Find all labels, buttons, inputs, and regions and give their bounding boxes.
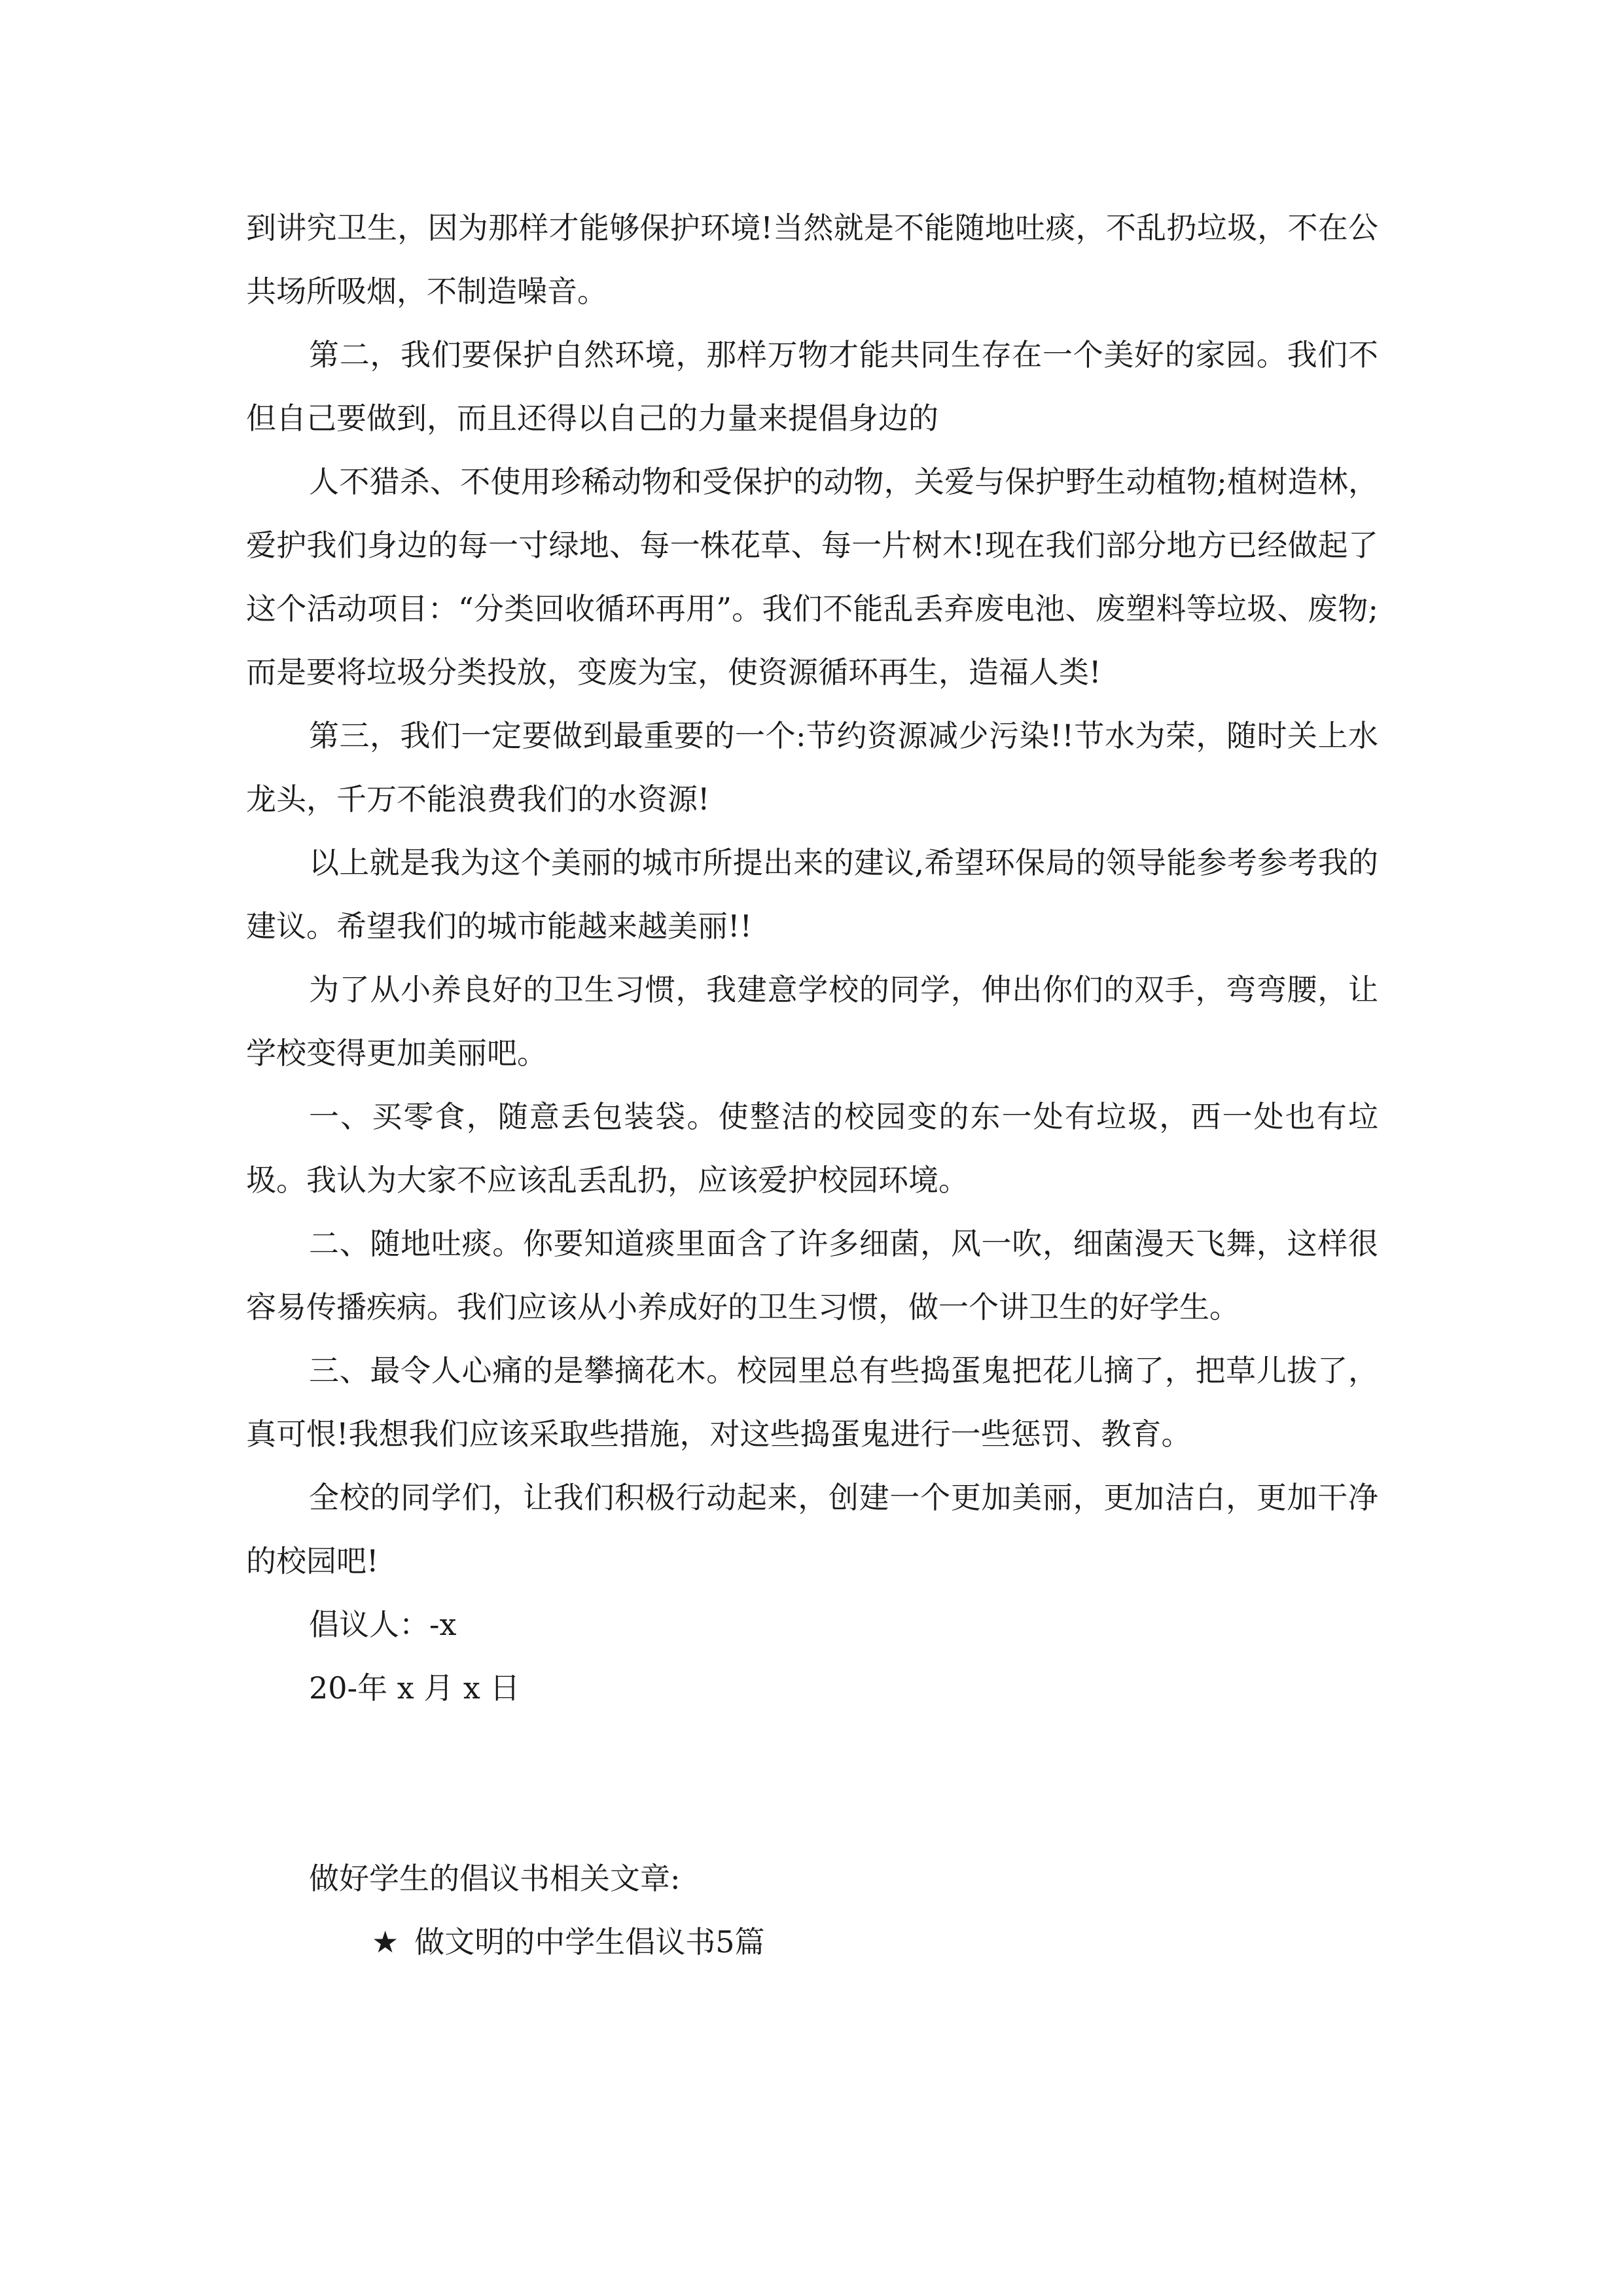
paragraph-wildlife: 人不猎杀、不使用珍稀动物和受保护的动物，关爱与保护野生动植物;植树造林，爱护我们身边的每一寸绿地、每一株花草、每一片树木!现在我们部分地方已经做起了这个活动项目：“分类回收循环再用”。我们不能乱丢弃废电池、废塑料等垃圾、废物;而是要将垃圾分类投放，变废为宝，使资源循环再生，造福人类! xyxy=(246,464,1378,690)
paragraph-third-point: 第三，我们一定要做到最重要的一个:节约资源减少污染!!节水为荣，随时关上水龙头，千万不能浪费我们的水资源! xyxy=(246,718,1378,817)
paragraph-item-one: 一、买零食，随意丢包装袋。使整洁的校园变的东一处有垃圾，西一处也有垃圾。我认为大家不应该乱丢乱扔，应该爱护校园环境。 xyxy=(246,1099,1378,1198)
related-article-title[interactable]: 做文明的中学生倡议书5篇 xyxy=(414,1924,765,1960)
paragraph-conclusion: 以上就是我为这个美丽的城市所提出来的建议,希望环保局的领导能参考参考我的建议。希望我们的城市能越来越美丽!! xyxy=(246,845,1378,944)
date-line: 20-年 x 月 x 日 xyxy=(309,1670,520,1706)
section-spacer xyxy=(246,1720,1378,1847)
paragraph-item-three: 三、最令人心痛的是攀摘花木。校园里总有些捣蛋鬼把花儿摘了，把草儿拔了，真可恨!我想我们应该采取些措施，对这些捣蛋鬼进行一些惩罚、教育。 xyxy=(246,1353,1378,1452)
star-icon: ★ xyxy=(372,1924,399,1960)
related-articles-heading: 做好学生的倡议书相关文章: xyxy=(309,1861,681,1896)
paragraph-continued: 到讲究卫生，因为那样才能够保护环境!当然就是不能随地吐痰，不乱扔垃圾，不在公共场所吸烟，不制造噪音。 xyxy=(246,210,1378,309)
paragraph-item-two: 二、随地吐痰。你要知道痰里面含了许多细菌，风一吹，细菌漫天飞舞，这样很容易传播疾病。我们应该从小养成好的卫生习惯，做一个讲卫生的好学生。 xyxy=(246,1226,1378,1325)
signer-line: 倡议人：-x xyxy=(309,1607,457,1642)
paragraph-second-point: 第二，我们要保护自然环境，那样万物才能共同生存在一个美好的家园。我们不但自己要做到，而且还得以自己的力量来提倡身边的 xyxy=(246,337,1378,436)
related-article-link[interactable] xyxy=(246,1910,1378,1974)
paragraph-call-to-action: 全校的同学们，让我们积极行动起来，创建一个更加美丽，更加洁白，更加干净的校园吧! xyxy=(246,1480,1378,1579)
paragraph-school-intro: 为了从小养良好的卫生习惯，我建意学校的同学，伸出你们的双手，弯弯腰，让学校变得更加美丽吧。 xyxy=(246,972,1378,1071)
document-body xyxy=(246,196,1378,1974)
